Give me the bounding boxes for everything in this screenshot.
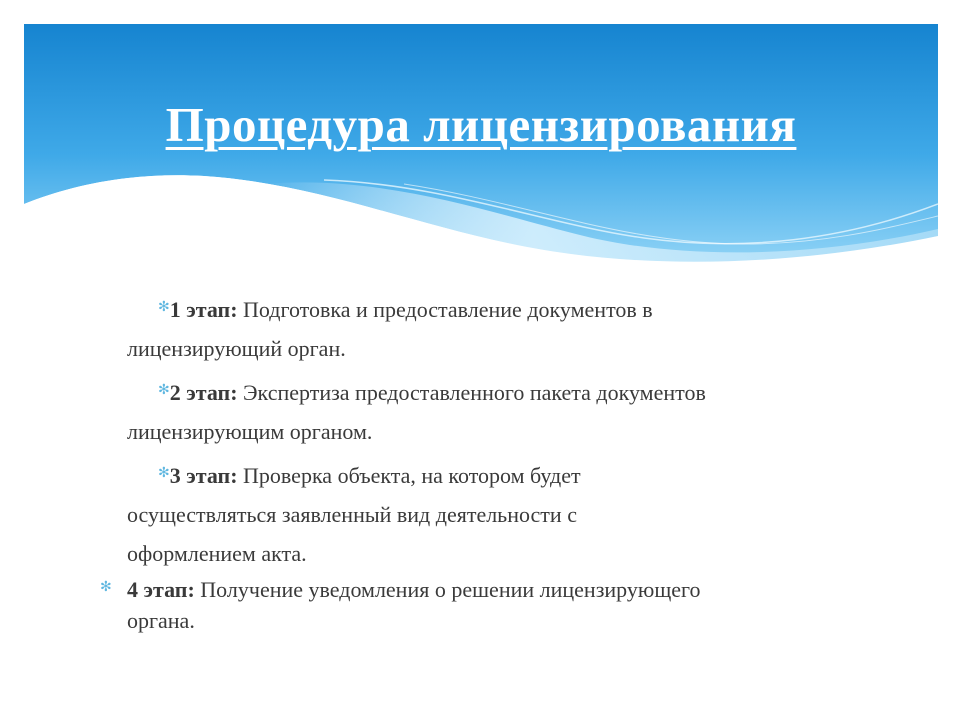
stage-3-continuation: оформлением акта. bbox=[127, 541, 307, 566]
bullet-icon: ✻ bbox=[158, 300, 170, 315]
stage-label: 2 этап: bbox=[169, 380, 238, 405]
stage-text: Проверка объекта, на котором будет bbox=[237, 463, 581, 488]
stage-4-text bbox=[127, 575, 701, 605]
stage-1-continuation: лицензирующий орган. bbox=[127, 336, 346, 361]
bullet-icon: ✻ bbox=[100, 580, 112, 595]
stage-label: 3 этап: bbox=[169, 463, 238, 488]
stage-2 bbox=[158, 373, 706, 412]
bullet-icon: ✻ bbox=[158, 383, 170, 398]
bullet-icon: ✻ bbox=[158, 466, 170, 481]
stage-3-continuation: осуществляться заявленный вид деятельности с bbox=[127, 502, 577, 527]
stage-1 bbox=[158, 290, 653, 329]
slide-title: Процедура лицензирования bbox=[165, 97, 797, 152]
stage-label: 4 этап: bbox=[127, 577, 195, 602]
stage-text: Подготовка и предоставление документов в bbox=[237, 297, 653, 322]
stage-4-continuation: органа. bbox=[127, 608, 195, 633]
stage-2-continuation: лицензирующим органом. bbox=[127, 419, 373, 444]
stage-text: Экспертиза предоставленного пакета документов bbox=[237, 380, 706, 405]
stage-text: Получение уведомления о решении лицензирующего bbox=[194, 577, 701, 602]
stage-4 bbox=[100, 575, 112, 605]
stage-label: 1 этап: bbox=[169, 297, 238, 322]
stage-3 bbox=[158, 456, 581, 495]
